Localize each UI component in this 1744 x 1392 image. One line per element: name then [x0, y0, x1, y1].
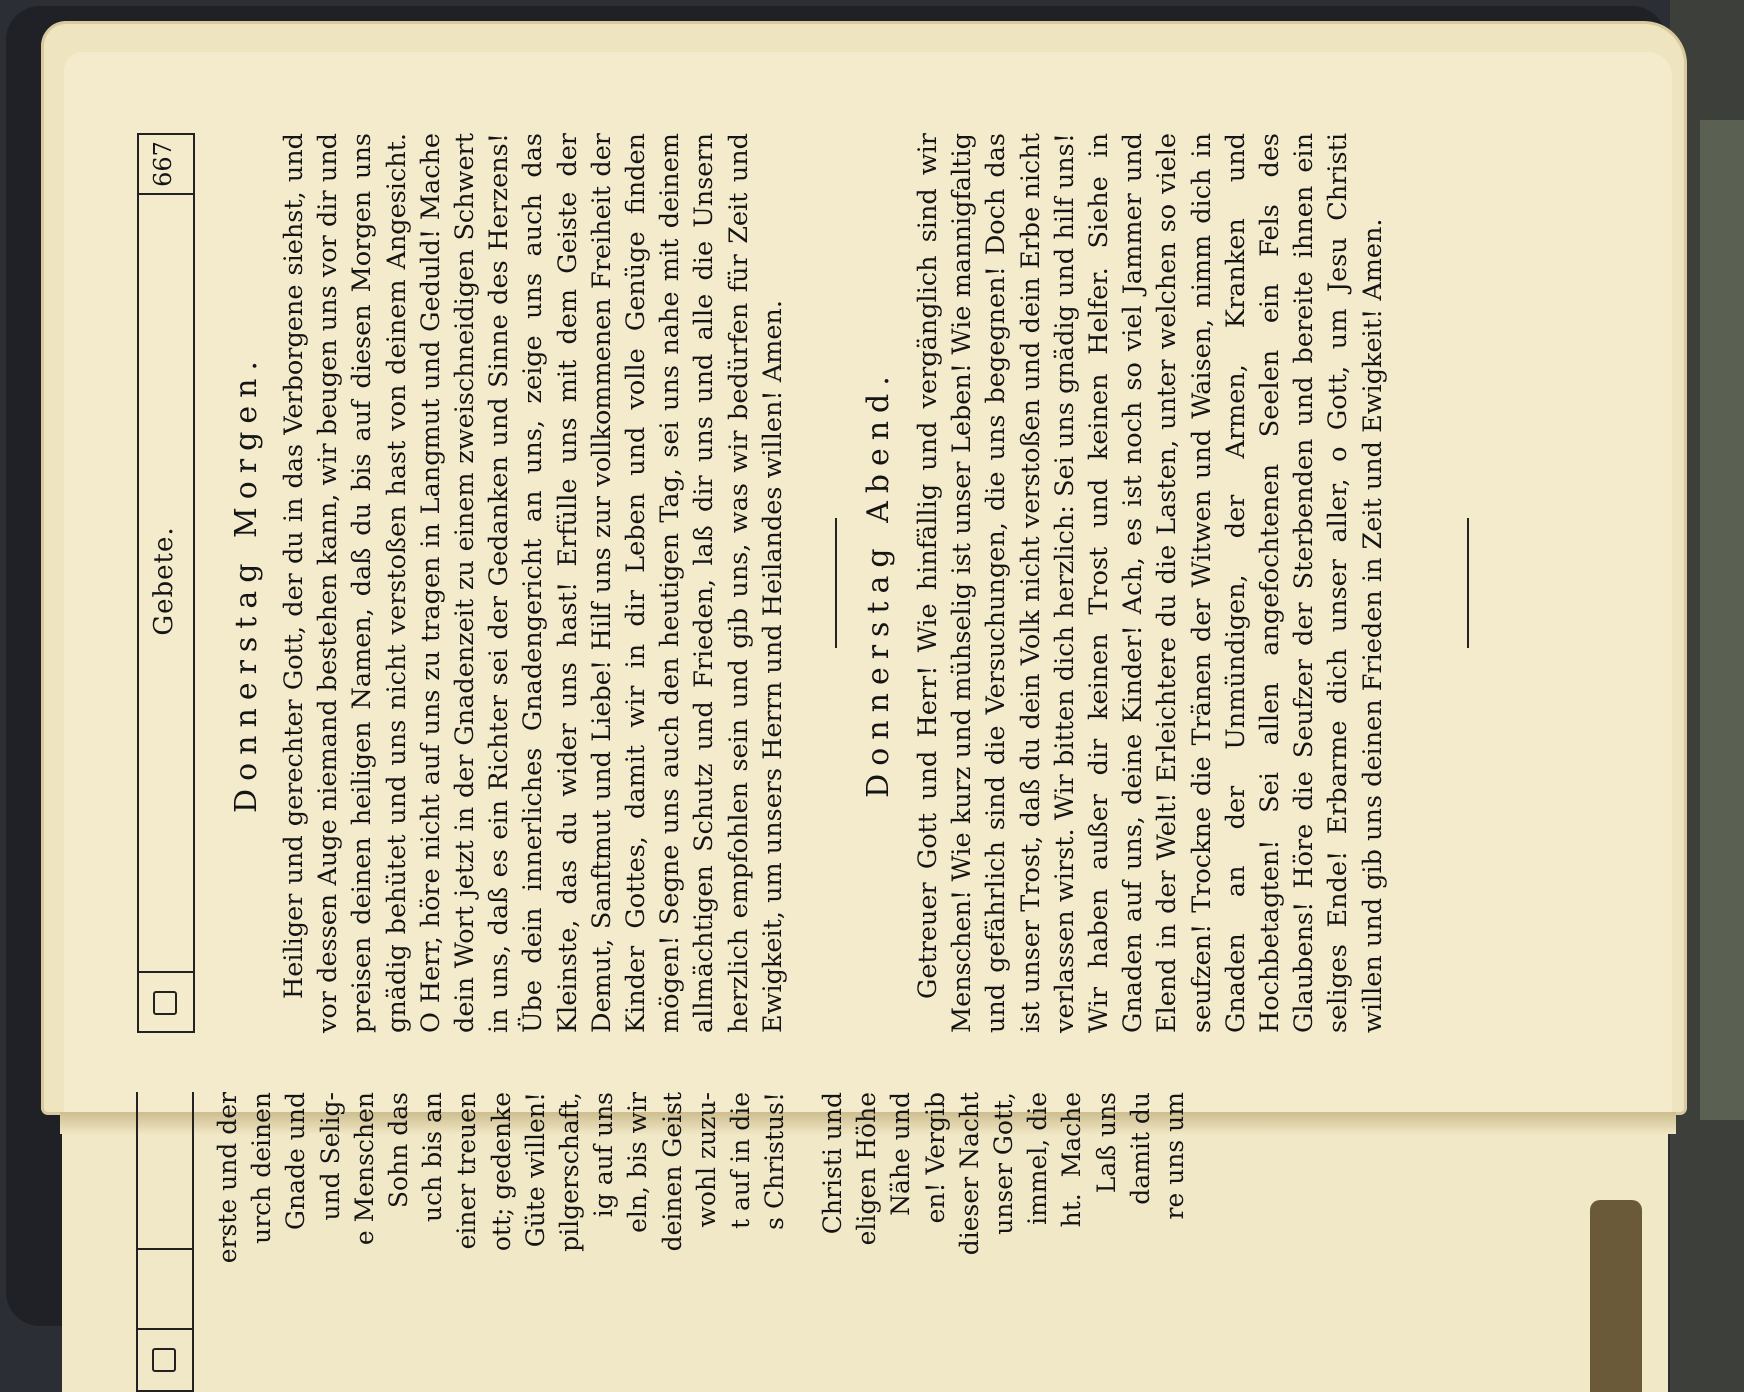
facing-header-cell [138, 1328, 192, 1390]
facing-text-line: ott; gedenke [486, 1092, 516, 1252]
facing-text-line: Sohn das [384, 1092, 414, 1209]
facing-text-line: urch deinen [247, 1092, 277, 1244]
facing-text-line: einer treuen [452, 1092, 482, 1250]
background-strip-light [1700, 120, 1744, 1120]
bookmark-ribbon [1590, 1200, 1642, 1392]
facing-text-line: immel, die [1023, 1092, 1053, 1225]
facing-text-line: deinen Geist [657, 1092, 687, 1252]
prayer-text-evening: Getreuer Gott und Herr! Wie hinfällig und vergänglich sind wir Menschen! Wie kurz und mühselig ist unser Leben! Wie mannigfaltig und gefährlich sind die Versuchungen, die uns begegnen! Doch das ist unser Trost, daß du dein Volk nicht verstoßen und dein Erbe nicht verlassen wirst. Wir bitten dich herzlich: Sei uns gnädig und hilf uns! Wir haben außer dir keinen Trost und keinen Helfer. Siehe in Gnaden auf uns, deine Kinder! Ach, es ist noch so viel Jammer und Elend in der Welt! Erleichtere du die Lasten, unter welchen so viele seufzen! Trockne die Tränen der Witwen und Waisen, nimm dich in Gnaden an der Unmündigen, der Armen, Kranken und Hochbetagten! Sei allen angefochtenen Seelen ein Fels des Glaubens! Höre die Seufzer der Sterbenden und bereite ihnen ein seliges Ende! Erbarme dich unser aller, o Gott, um Jesu Christi willen und gib uns deinen Frieden in Zeit und Ewigkeit! Amen. [913, 133, 1388, 1033]
page-number: 667 [149, 141, 177, 187]
facing-text-top [211, 1092, 792, 1392]
facing-text-line: Christi und [818, 1092, 847, 1235]
facing-text-line: en! Vergib [920, 1092, 950, 1224]
page-content [117, 133, 1617, 1033]
header-title: Gebete. [149, 526, 179, 636]
facing-text-line: Güte willen! [520, 1092, 550, 1248]
section-divider-end [1467, 518, 1469, 648]
square-ornament-icon [152, 1348, 176, 1372]
section-title-morning: Donnerstag Morgen. [229, 353, 264, 813]
facing-text-line: Laß uns [1091, 1092, 1121, 1194]
facing-text-line: ig auf uns [589, 1092, 619, 1218]
facing-text-bottom [816, 1092, 1192, 1392]
facing-text-line: und Selig- [315, 1092, 345, 1221]
prayer-text-morning: Heiliger und gerechter Gott, der du in das Verborgene siehst, und vor dessen Auge niemand bestehen kann, wir beugen uns vor dir und preisen deinen heiligen Namen, daß du bis auf diesen Morgen uns gnädig behütet und uns nicht verstoßen hast von deinem Angesicht. O Herr, höre nicht auf uns zu tragen in Langmut und Geduld! Mache dein Wort jetzt in der Gnadenzeit zu einem zweischneidigen Schwert in uns, daß es ein Richter sei der Gedanken und Sinne des Herzens! Übe dein innerliches Gnadengericht an uns, zeige uns auch das Kleinste, das du wider uns hast! Erfülle uns mit dem Geiste der Demut, Sanftmut und Liebe! Hilf uns zur vollkommenen Freiheit der Kinder Gottes, damit wir in dir Leben und volle Genüge finden mögen! Segne uns auch den heutigen Tag, sei uns nahe mit deinem allmächtigen Schutz und Frieden, laß dir uns und alle die Unsern herzlich empfohlen sein und gib uns, was wir bedürfen für Zeit und Ewigkeit, um unsers Herrn und Heilandes willen! Amen. [279, 133, 788, 1033]
facing-text-line: pilgerschaft, [555, 1092, 585, 1252]
facing-text-line: Nähe und [886, 1092, 916, 1216]
facing-text-line: e Menschen [349, 1092, 379, 1246]
facing-text-line: unser Gott, [989, 1092, 1019, 1235]
facing-text-line: damit du [1125, 1092, 1155, 1205]
facing-text-line: ht. Mache [1057, 1092, 1087, 1228]
facing-text-line: eligen Höhe [852, 1092, 882, 1246]
facing-page-content [116, 1092, 1190, 1392]
facing-text-line: Gnade und [281, 1092, 311, 1230]
facing-text-line: eln, bis wir [623, 1092, 653, 1233]
facing-text-line: s Christus! [760, 1092, 790, 1230]
running-header [137, 133, 195, 1033]
facing-text-line: erste und der [213, 1092, 242, 1264]
section-divider [835, 518, 837, 648]
facing-text-line: wohl zuzu- [691, 1092, 721, 1228]
facing-text-line: dieser Nacht [954, 1092, 984, 1256]
facing-text-line: re uns um [1160, 1092, 1190, 1220]
facing-header-divider [138, 1248, 192, 1250]
section-title-evening: Donnerstag Abend. [861, 368, 896, 798]
facing-running-header [136, 1092, 194, 1392]
facing-text-line: uch bis an [418, 1092, 448, 1222]
facing-text-line: t auf in die [726, 1092, 756, 1230]
